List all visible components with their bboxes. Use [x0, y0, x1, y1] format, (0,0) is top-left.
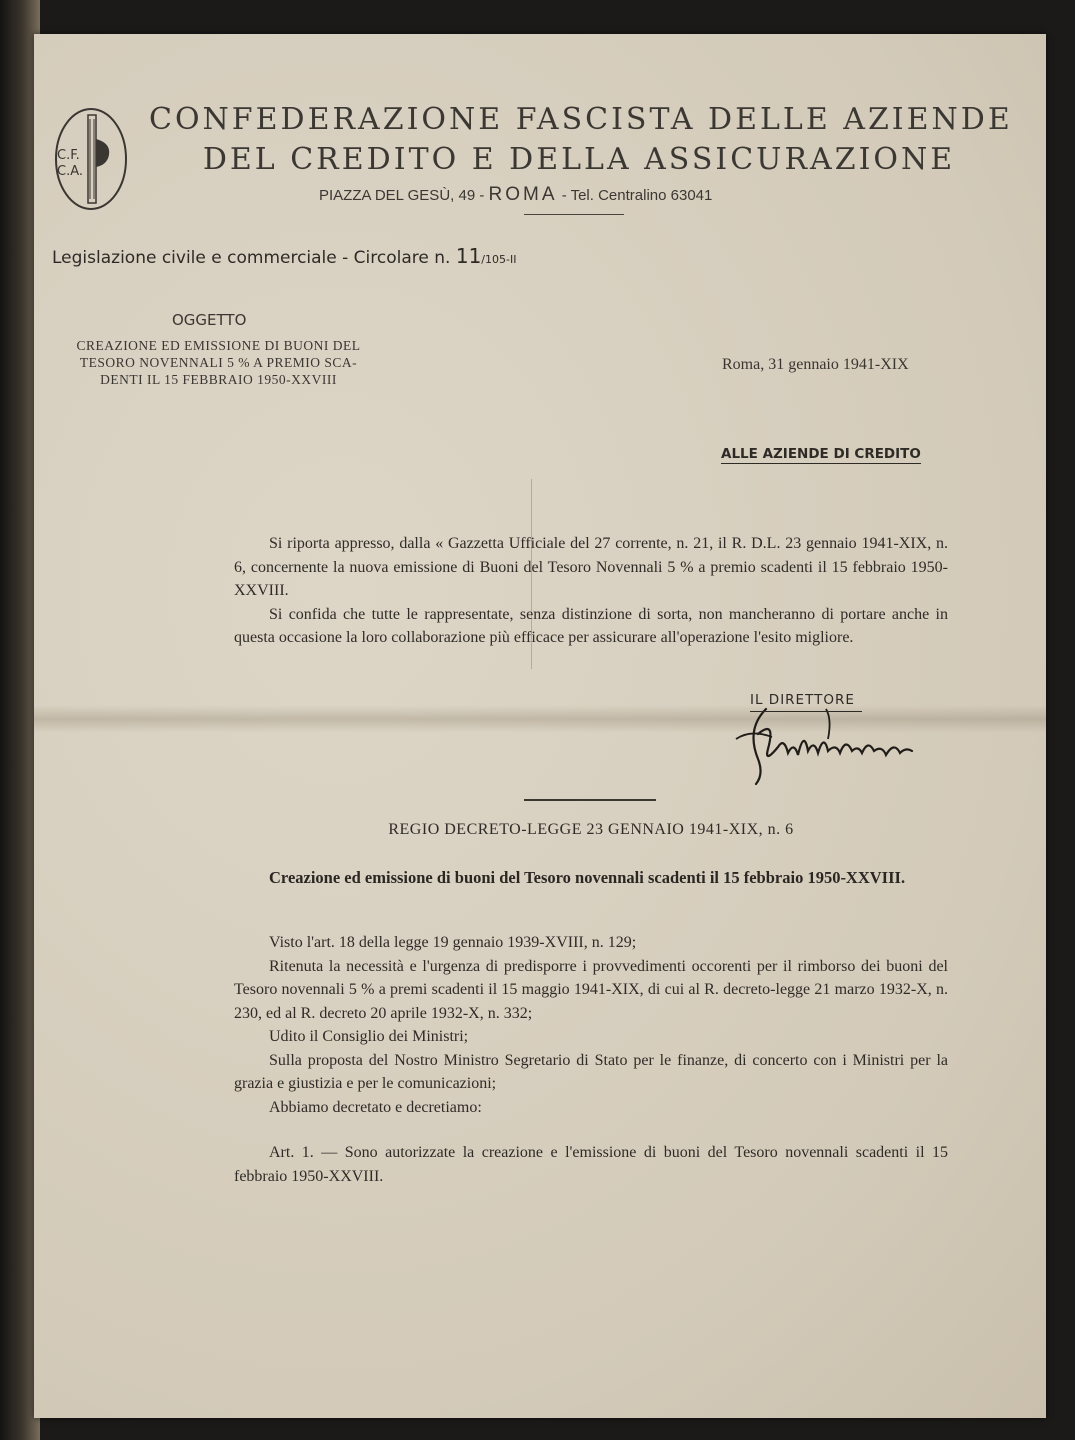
document-page: [34, 34, 1046, 1418]
svg-text:C.A.: C.A.: [57, 164, 84, 179]
circular-number: 11: [455, 244, 482, 268]
decree-paragraph: Ritenuta la necessità e l'urgenza di predisporre i provvedimenti occorenti per il rimborso dei buoni del Tesoro novennali 5 % a premi scadenti il 15 maggio 1941-XIX, di cui al R. decreto-legge 21 marzo 1932-X, n. 230, ed al R. decreto 20 aprile 1932-X, n. 332;: [234, 957, 948, 1022]
address-phone: - Tel. Centralino 63041: [561, 187, 713, 204]
letterhead-address: [319, 184, 839, 206]
address-street: PIAZZA DEL GESÙ, 49 -: [319, 187, 485, 204]
subject-line: CREAZIONE ED EMISSIONE DI BUONI DEL: [76, 338, 361, 353]
intro-paragraph: Si confida che tutte le rappresentate, senza distinzione di sorta, non mancheranno di portare anche in questa occasione la loro collaborazione più efficace per assicurare all'operazione l'esito migliore.: [234, 605, 948, 646]
organization-name-line2: DEL CREDITO E DELLA ASSICURAZIONE: [202, 142, 956, 177]
decree-paragraph: Udito il Consiglio dei Ministri;: [269, 1028, 469, 1045]
recipient-heading: ALLE AZIENDE DI CREDITO: [721, 446, 921, 462]
decree-subtitle: Creazione ed emissione di buoni del Tesoro novennali scadenti il 15 febbraio 1950-XXVIII.: [269, 868, 906, 887]
circular-label: Legislazione civile e commerciale - Circolare n.: [52, 248, 451, 268]
letter-date: Roma, 31 gennaio 1941-XIX: [722, 356, 909, 373]
circular-suffix: /105-II: [481, 253, 517, 266]
decree-paragraph: Sulla proposta del Nostro Ministro Segretario di Stato per le finanze, di concerto con i Ministri per la grazia e giustizia e per le comunicazioni;: [234, 1051, 948, 1092]
intro-paragraph: Si riporta appresso, dalla « Gazzetta Ufficiale del 27 corrente, n. 21, il R. D.L. 23 gennaio 1941-XIX, n. 6, concernente la nuova emissione di Buoni del Tesoro Novennali 5 % a premio scadenti il 15 febbraio 1950-XXVIII.: [234, 535, 948, 599]
decree-title: REGIO DECRETO-LEGGE 23 GENNAIO 1941-XIX, n. 6: [388, 821, 794, 838]
svg-text:C.F.: C.F.: [57, 148, 80, 163]
intro-text: [234, 532, 948, 650]
subject-line: DENTI IL 15 FEBBRAIO 1950-XXVIII: [100, 372, 337, 387]
signatory-title-rule: [750, 711, 862, 712]
decree-article-1: Art. 1. — Sono autorizzate la creazione e l'emissione di buoni del Tesoro novennali scadenti il 15 febbraio 1950-XXVIII.: [234, 1144, 948, 1185]
signatory-title: IL DIRETTORE: [750, 692, 855, 708]
confederation-logo: [53, 107, 129, 211]
decree-body: [234, 931, 948, 1188]
address-underline: [524, 214, 624, 215]
decree-paragraph: Abbiamo decretato e decretiamo:: [269, 1098, 482, 1116]
subject-line: TESORO NOVENNALI 5 % A PREMIO SCA-: [79, 355, 358, 370]
section-divider: [524, 799, 656, 801]
circular-reference: [52, 244, 516, 268]
address-city: ROMA: [488, 184, 558, 205]
subject-label: OGGETTO: [172, 311, 247, 329]
decree-paragraph: Visto l'art. 18 della legge 19 gennaio 1939-XVIII, n. 129;: [269, 934, 637, 951]
organization-name-line1: CONFEDERAZIONE FASCISTA DELLE AZIENDE: [149, 102, 1013, 137]
subject-text: [46, 337, 391, 388]
